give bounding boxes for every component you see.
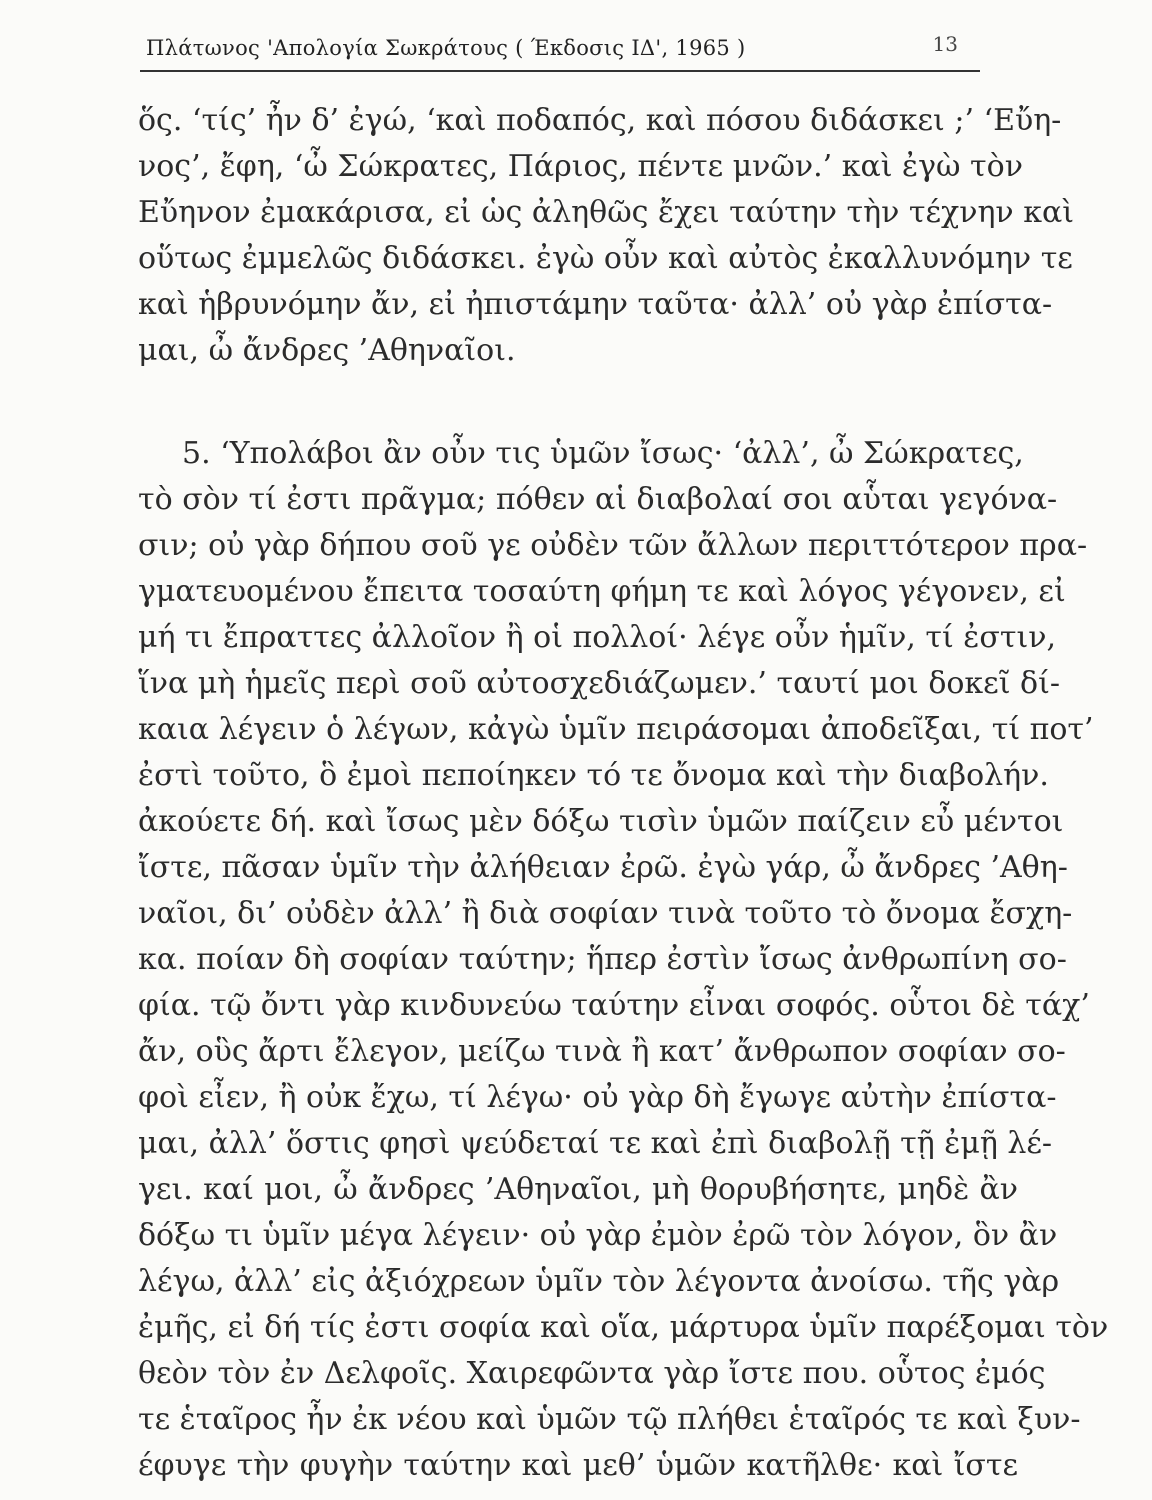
text-line: ναῖοι, δι’ οὐδὲν ἀλλ’ ἢ διὰ σοφίαν τινὰ τοῦτο τὸ ὄνομα ἔσχη- (138, 896, 1073, 931)
text-line: ἐστὶ τοῦτο, ὃ ἐμοὶ πεποίηκεν τό τε ὄνομα καὶ τὴν διαβολήν. (138, 758, 1049, 793)
paragraph-2 (138, 431, 1109, 1489)
paragraph-1 (138, 98, 1074, 374)
text-line: μαι, ὦ ἄνδρες ’Αθηναῖοι. (138, 333, 516, 368)
text-line: ἵνα μὴ ἡμεῖς περὶ σοῦ αὐτοσχεδιάζωμεν.’ ταυτί μοι δοκεῖ δί- (138, 666, 1060, 701)
text-line: Εὔηνον ἐμακάρισα, εἰ ὡς ἀληθῶς ἔχει ταύτην τὴν τέχνην καὶ (138, 195, 1074, 230)
text-line: θεὸν τὸν ἐν Δελφοῖς. Χαιρεφῶντα γὰρ ἴστε που. οὗτος ἐμός (138, 1356, 1046, 1391)
text-line: μή τι ἔπραττες ἀλλοῖον ἢ οἱ πολλοί· λέγε οὖν ἡμῖν, τί ἐστιν, (138, 620, 1056, 655)
text-line: ἄν, οὓς ἄρτι ἔλεγον, μείζω τινὰ ἢ κατ’ ἄνθρωπον σοφίαν σο- (138, 1034, 1066, 1069)
text-line: μαι, ἀλλ’ ὅστις φησὶ ψεύδεταί τε καὶ ἐπὶ διαβολῇ τῇ ἐμῇ λέ- (138, 1126, 1053, 1161)
text-line: τε ἑταῖρος ἦν ἐκ νέου καὶ ὑμῶν τῷ πλήθει ἑταῖρός τε καὶ ξυν- (138, 1402, 1081, 1437)
text-line: δόξω τι ὑμῖν μέγα λέγειν· οὐ γὰρ ἐμὸν ἐρῶ τὸν λόγον, ὃν ἂν (138, 1218, 1058, 1253)
text-line: καια λέγειν ὁ λέγων, κἀγὼ ὑμῖν πειράσομαι ἀποδεῖξαι, τί ποτ’ (138, 712, 1094, 747)
text-line: φοὶ εἶεν, ἢ οὐκ ἔχω, τί λέγω· οὐ γὰρ δὴ ἔγωγε αὐτὴν ἐπίστα- (138, 1080, 1057, 1115)
page-number: 13 (932, 32, 958, 56)
text-line: οὕτως ἐμμελῶς διδάσκει. ἐγὼ οὖν καὶ αὐτὸς ἐκαλλυνόμην τε (138, 241, 1073, 276)
text-line: τὸ σὸν τί ἐστι πρᾶγμα; πόθεν αἱ διαβολαί σοι αὗται γεγόνα- (138, 482, 1058, 517)
text-line: ἀκούετε δή. καὶ ἴσως μὲν δόξω τισὶν ὑμῶν παίζειν εὖ μέντοι (138, 804, 1064, 839)
text-line: γματευομένου ἔπειτα τοσαύτη φήμη τε καὶ λόγος γέγονεν, εἰ (138, 574, 1066, 609)
text-line: κα. ποίαν δὴ σοφίαν ταύτην; ἥπερ ἐστὶν ἴσως ἀνθρωπίνη σο- (138, 942, 1067, 977)
text-line: λέγω, ἀλλ’ εἰς ἀξιόχρεων ὑμῖν τὸν λέγοντα ἀνοίσω. τῆς γὰρ (138, 1264, 1060, 1299)
header-title: Πλάτωνος 'Απολογία Σωκράτους ( Έκδοσις ΙΔ', 1965 ) (146, 36, 746, 60)
text-line: 5. ‘Υπολάβοι ἂν οὖν τις ὑμῶν ἴσως· ‘ἀλλ’, ὦ Σώκρατες, (182, 436, 1024, 471)
text-line: γει. καί μοι, ὦ ἄνδρες ’Αθηναῖοι, μὴ θορυβήσητε, μηδὲ ἂν (138, 1172, 1018, 1207)
text-line: νος’, ἔφη, ‘ὦ Σώκρατες, Πάριος, πέντε μνῶν.’ καὶ ἐγὼ τὸν (138, 149, 1023, 184)
text-line: ἴστε, πᾶσαν ὑμῖν τὴν ἀλήθειαν ἐρῶ. ἐγὼ γάρ, ὦ ἄνδρες ’Αθη- (138, 850, 1068, 885)
text-line: έφυγε τὴν φυγὴν ταύτην καὶ μεθ’ ὑμῶν κατῆλθε· καὶ ἴστε (138, 1448, 1018, 1483)
text-line: σιν; οὐ γὰρ δήπου σοῦ γε οὐδὲν τῶν ἄλλων περιττότερον πρα- (138, 528, 1088, 563)
text-line: ὅς. ‘τίς’ ἦν δ’ ἐγώ, ‘καὶ ποδαπός, καὶ πόσου διδάσκει ;’ ‘Εὔη- (138, 103, 1062, 138)
body-text (138, 98, 1109, 1489)
text-line: φία. τῷ ὄντι γὰρ κινδυνεύω ταύτην εἶναι σοφός. οὗτοι δὲ τάχ’ (138, 988, 1090, 1023)
paragraph-gap (138, 374, 1018, 431)
running-header (140, 30, 980, 72)
text-line: ἐμῆς, εἰ δή τίς ἐστι σοφία καὶ οἵα, μάρτυρα ὑμῖν παρέξομαι τὸν (138, 1310, 1109, 1345)
text-line: καὶ ἡβρυνόμην ἄν, εἰ ἠπιστάμην ταῦτα· ἀλλ’ οὐ γὰρ ἐπίστα- (138, 287, 1053, 322)
